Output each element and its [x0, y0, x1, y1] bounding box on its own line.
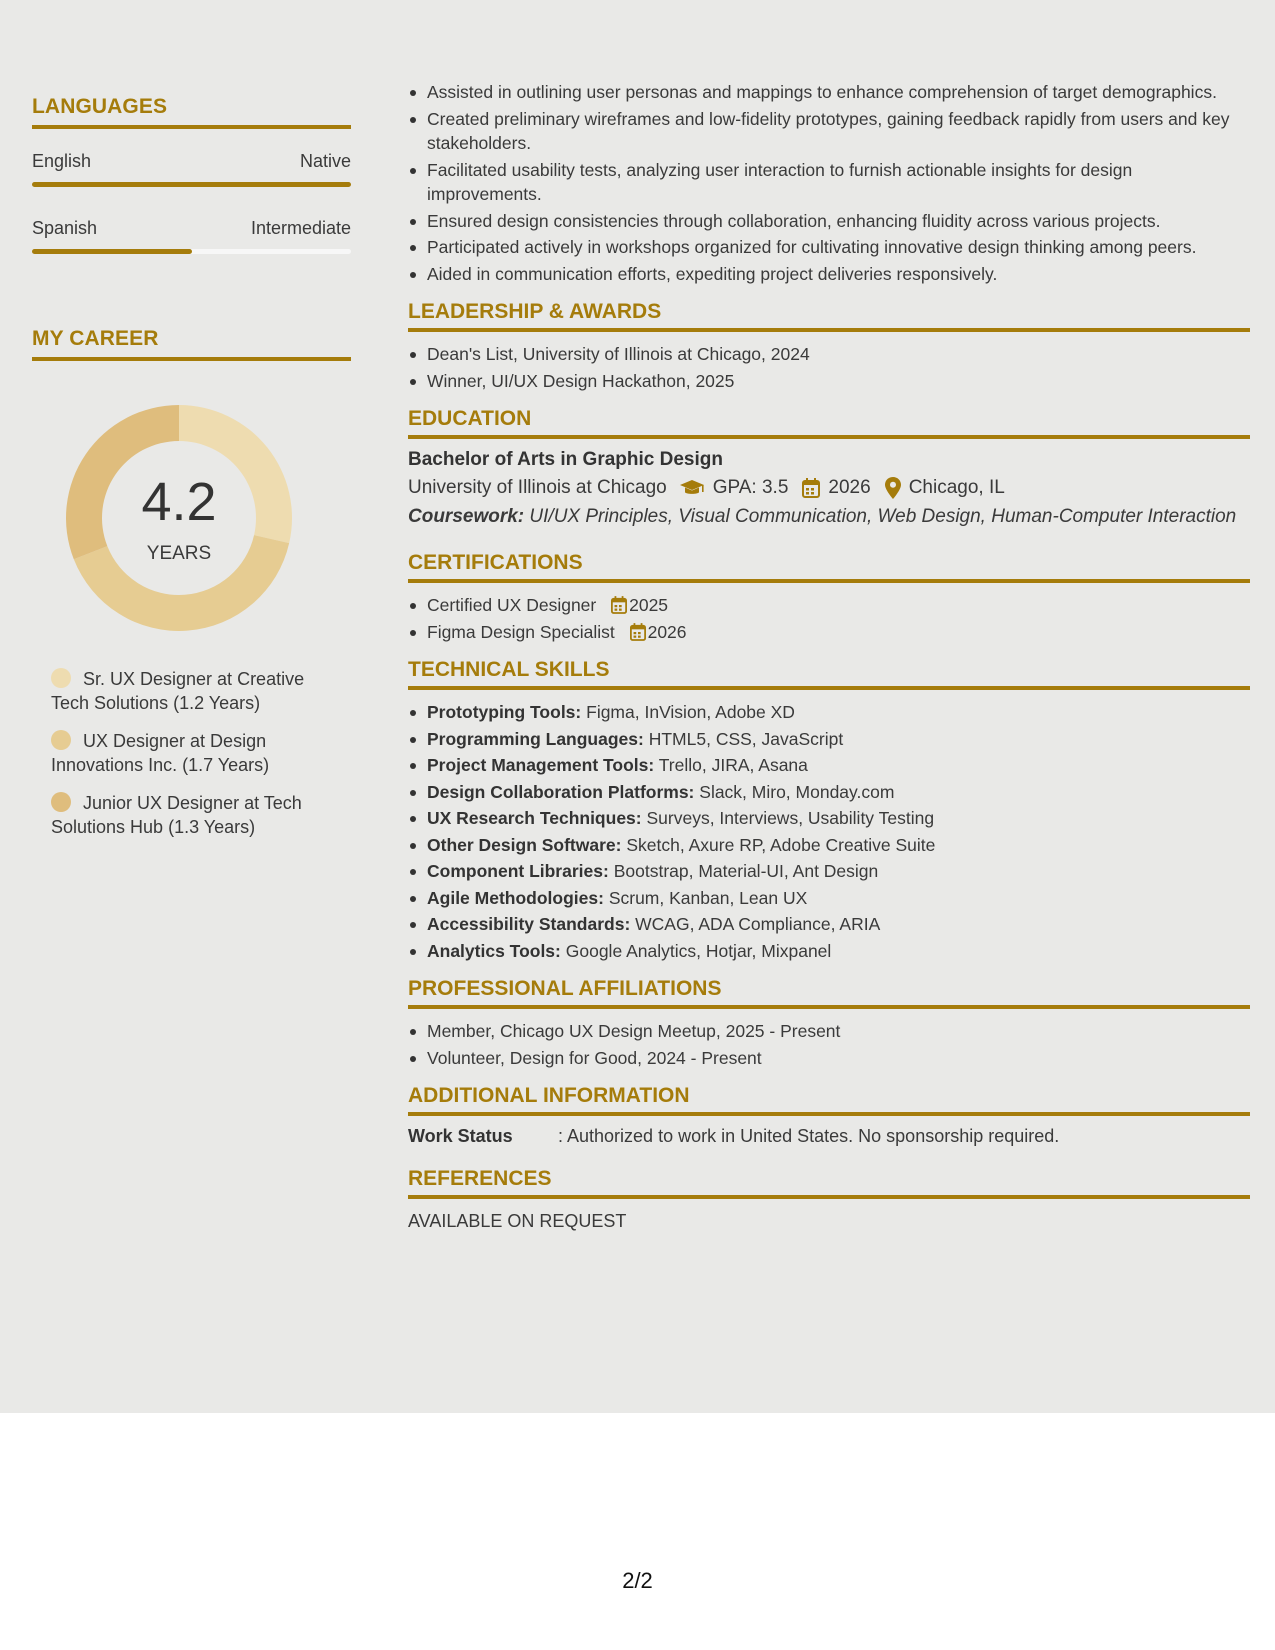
certification-item [427, 593, 1250, 618]
leadership-section [408, 300, 1250, 393]
language-proficiency-fill [32, 182, 351, 187]
skill-value: Figma, InVision, Adobe XD [586, 702, 795, 722]
additional-section [408, 1084, 1250, 1147]
skills-section [408, 658, 1250, 963]
career-role-label: Junior UX Designer at Tech Solutions Hub (1.3 Years) [51, 793, 302, 837]
affiliation-item: Member, Chicago UX Design Meetup, 2025 - Present [427, 1019, 1250, 1044]
legend-dot-icon [51, 730, 71, 750]
skill-item [427, 833, 1250, 858]
award-item: Winner, UI/UX Design Hackathon, 2025 [427, 369, 1250, 394]
skill-item [427, 859, 1250, 884]
career-total-years: 4.2 [141, 472, 217, 532]
skill-label: Agile Methodologies: [427, 887, 604, 908]
skill-value: Scrum, Kanban, Lean UX [608, 887, 808, 908]
coursework-list: UI/UX Principles, Visual Communication, Web Design, Human-Computer Interaction [529, 506, 1237, 527]
certification-year: 2025 [629, 595, 669, 615]
coursework-label: Coursework: [408, 506, 525, 527]
right-column [408, 80, 1250, 1232]
section-divider [408, 1005, 1250, 1009]
career-legend-item [51, 791, 341, 839]
school-name: University of Illinois at Chicago [408, 477, 667, 498]
certification-name: Figma Design Specialist [427, 621, 615, 642]
references-title: REFERENCES [408, 1167, 552, 1190]
skill-label: Accessibility Standards: [427, 914, 631, 934]
work-status-label: Work Status [408, 1126, 513, 1146]
graduation-cap-icon [679, 479, 705, 497]
section-divider [408, 1112, 1250, 1116]
degree-title: Bachelor of Arts in Graphic Design [408, 449, 723, 470]
languages-title: LANGUAGES [32, 95, 168, 118]
affiliations-section [408, 977, 1250, 1070]
experience-bullet: Aided in communication efforts, expediting project deliveries responsively. [427, 262, 1250, 287]
experience-bullet: Ensured design consistencies through collaboration, enhancing fluidity across various projects. [427, 209, 1250, 234]
calendar-icon [802, 478, 820, 498]
skill-label: UX Research Techniques: [427, 808, 642, 828]
skill-item [427, 780, 1250, 805]
skill-value: Slack, Miro, Monday.com [699, 781, 895, 802]
education-section [408, 407, 1250, 529]
skill-value: Sketch, Axure RP, Adobe Creative Suite [626, 834, 936, 855]
additional-title: ADDITIONAL INFORMATION [408, 1084, 690, 1107]
school-location: Chicago, IL [908, 477, 1005, 498]
experience-bullet: Facilitated usability tests, analyzing user interaction to furnish actionable insights for design improvements. [427, 158, 1250, 207]
education-meta [408, 477, 1250, 499]
skill-label: Component Libraries: [427, 861, 609, 881]
skill-item [427, 806, 1250, 831]
skill-value: Bootstrap, Material-UI, Ant Design [613, 861, 879, 881]
experience-bullet: Participated actively in workshops organized for cultivating innovative design thinking among peers. [427, 235, 1250, 260]
experience-bullet: Created preliminary wireframes and low-fidelity prototypes, gaining feedback rapidly from users and key stakeholders. [427, 107, 1250, 156]
skill-value: Google Analytics, Hotjar, Mixpanel [565, 940, 832, 961]
skill-label: Prototyping Tools: [427, 702, 582, 722]
affiliation-item: Volunteer, Design for Good, 2024 - Present [427, 1046, 1250, 1071]
work-status-value: : Authorized to work in United States. No sponsorship required. [558, 1126, 1060, 1146]
section-divider [408, 1195, 1250, 1199]
skill-value: Trello, JIRA, Asana [658, 755, 808, 775]
language-name: English [32, 151, 92, 171]
section-divider [408, 686, 1250, 690]
skill-label: Programming Languages: [427, 728, 644, 749]
calendar-icon [611, 596, 627, 614]
career-legend-item [51, 667, 341, 715]
section-divider [408, 435, 1250, 439]
references-text: AVAILABLE ON REQUEST [408, 1211, 627, 1231]
language-proficiency-fill [32, 249, 192, 254]
language-proficiency-bar [32, 182, 351, 187]
language-level: Native [299, 151, 351, 171]
language-level: Intermediate [250, 218, 351, 238]
section-divider [408, 579, 1250, 583]
section-divider [408, 328, 1250, 332]
language-item [32, 151, 351, 187]
certifications-title: CERTIFICATIONS [408, 551, 583, 574]
award-item: Dean's List, University of Illinois at Chicago, 2024 [427, 342, 1250, 367]
career-role-label: Sr. UX Designer at Creative Tech Solutions (1.2 Years) [51, 669, 305, 713]
donut-center [66, 405, 292, 631]
skill-item [427, 886, 1250, 911]
certification-item [427, 620, 1250, 645]
language-proficiency-bar [32, 249, 351, 254]
experience-bullet: Assisted in outlining user personas and mappings to enhance comprehension of target demographics. [427, 80, 1250, 105]
skill-value: HTML5, CSS, JavaScript [648, 728, 844, 749]
skill-value: Surveys, Interviews, Usability Testing [646, 808, 935, 828]
career-years-unit: YEARS [146, 543, 212, 564]
skill-label: Analytics Tools: [427, 940, 561, 961]
calendar-icon [630, 623, 646, 641]
coursework [408, 505, 1250, 529]
experience-bullet-list [408, 80, 1250, 286]
page-number: 2/2 [622, 1568, 653, 1593]
legend-dot-icon [51, 792, 71, 812]
section-divider [32, 125, 351, 129]
skills-title: TECHNICAL SKILLS [408, 658, 610, 681]
skill-item [427, 727, 1250, 752]
language-name: Spanish [32, 218, 98, 238]
skill-label: Other Design Software: [427, 834, 622, 855]
career-title: MY CAREER [32, 327, 159, 350]
career-donut-chart [66, 405, 292, 631]
career-legend-item [51, 729, 341, 777]
leadership-title: LEADERSHIP & AWARDS [408, 300, 662, 323]
legend-dot-icon [51, 668, 71, 688]
skill-item [427, 912, 1250, 937]
education-title: EDUCATION [408, 407, 532, 430]
certification-name: Certified UX Designer [427, 595, 597, 615]
skill-label: Design Collaboration Platforms: [427, 781, 695, 802]
gpa-value: GPA: 3.5 [712, 477, 789, 498]
references-section [408, 1167, 1250, 1232]
career-role-label: UX Designer at Design Innovations Inc. (1.7 Years) [51, 731, 270, 775]
graduation-year: 2026 [828, 477, 871, 498]
location-pin-icon [885, 477, 901, 499]
skill-value: WCAG, ADA Compliance, ARIA [635, 914, 881, 934]
certification-year: 2026 [647, 621, 687, 642]
language-item [32, 218, 351, 254]
section-divider [32, 357, 351, 361]
skill-item [427, 700, 1250, 725]
skill-label: Project Management Tools: [427, 755, 655, 775]
skill-item [427, 939, 1250, 964]
skill-item [427, 753, 1250, 778]
affiliations-title: PROFESSIONAL AFFILIATIONS [408, 977, 722, 1000]
left-column [32, 95, 351, 839]
work-status-row [408, 1126, 1250, 1147]
career-legend [32, 667, 351, 839]
certifications-section [408, 551, 1250, 644]
